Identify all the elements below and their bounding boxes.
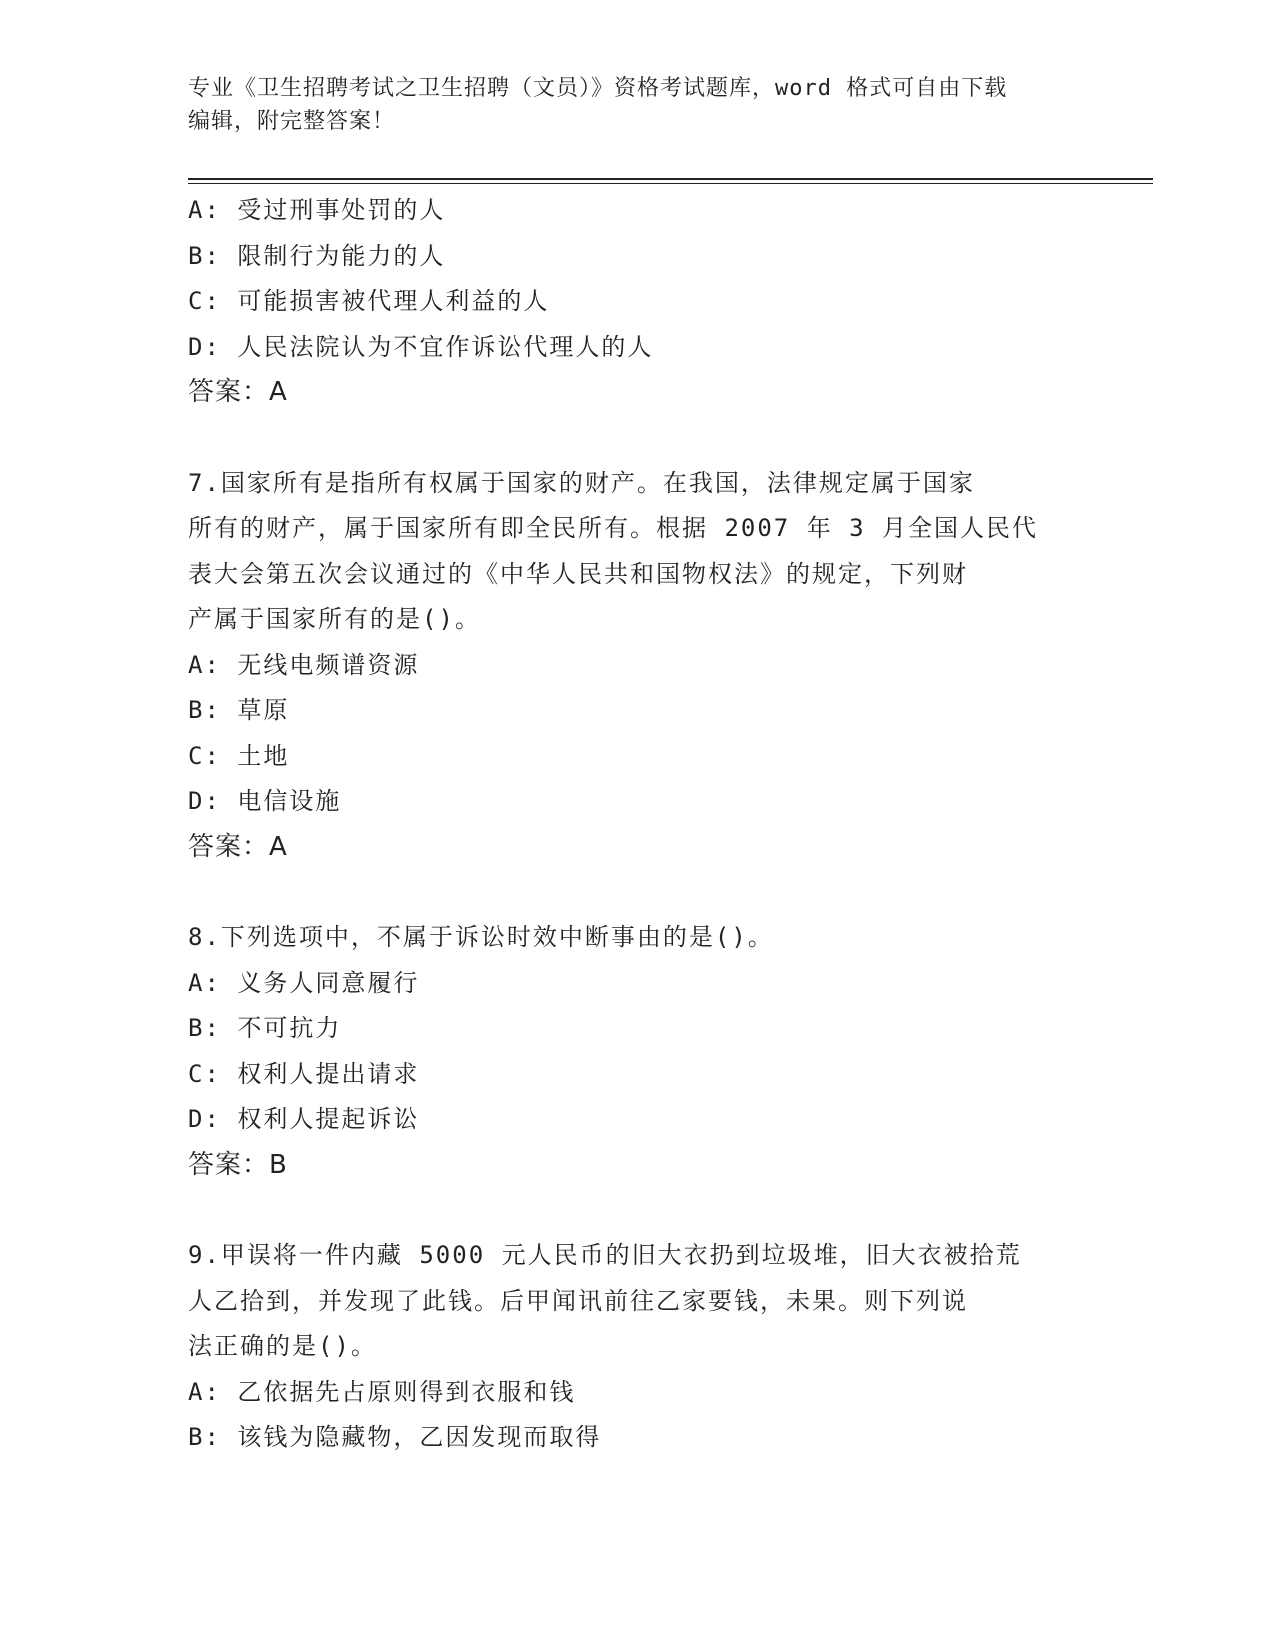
question-stem-line: 7.国家所有是指所有权属于国家的财产。在我国，法律规定属于国家 [188, 468, 975, 497]
question-9 [188, 1233, 1088, 1461]
option-d: D: 电信设施 [188, 787, 342, 815]
answer-line: 答案：A [188, 831, 288, 862]
option-c: C: 权利人提出请求 [188, 1059, 420, 1088]
option-a: A: 义务人同意履行 [188, 968, 420, 997]
option-c: C: 可能损害被代理人利益的人 [188, 287, 550, 315]
question-stem-line: 9.甲误将一件内藏 5000 元人民币的旧大衣扔到垃圾堆，旧大衣被拾荒 [188, 1241, 1022, 1269]
header-divider-thick [188, 178, 1153, 180]
question-list [188, 188, 1088, 1461]
document-header [188, 72, 1068, 138]
option-b: B: 草原 [188, 696, 290, 724]
option-b: B: 不可抗力 [188, 1014, 342, 1042]
question-8 [188, 915, 1088, 1188]
question-6-tail [188, 188, 1088, 416]
answer-line: 答案：B [188, 1149, 288, 1180]
question-stem-line: 8.下列选项中，不属于诉讼时效中断事由的是()。 [188, 923, 774, 951]
option-b: B: 该钱为隐藏物，乙因发现而取得 [188, 1423, 602, 1451]
question-stem-line: 产属于国家所有的是()。 [188, 605, 481, 633]
question-7 [188, 461, 1088, 871]
question-stem-line: 表大会第五次会议通过的《中华人民共和国物权法》的规定，下列财 [188, 559, 968, 588]
option-d: D: 权利人提起诉讼 [188, 1105, 420, 1133]
header-line-2: 编辑，附完整答案！ [188, 109, 396, 134]
option-b: B: 限制行为能力的人 [188, 241, 446, 270]
answer-line: 答案：A [188, 377, 288, 407]
question-stem-line: 所有的财产，属于国家所有即全民所有。根据 2007 年 3 月全国人民代 [188, 514, 1039, 542]
header-divider-thin [188, 183, 1153, 184]
question-stem-line: 人乙拾到，并发现了此钱。后甲闻讯前往乙家要钱，未果。则下列说 [188, 1286, 968, 1315]
option-a: A: 乙依据先占原则得到衣服和钱 [188, 1377, 576, 1406]
question-stem-line: 法正确的是()。 [188, 1332, 377, 1360]
header-line-1: 专业《卫生招聘考试之卫生招聘（文员）》资格考试题库，word 格式可自由下载 [188, 76, 1008, 101]
option-a: A: 受过刑事处罚的人 [188, 196, 446, 224]
option-a: A: 无线电频谱资源 [188, 650, 420, 679]
option-c: C: 土地 [188, 741, 290, 770]
option-d: D: 人民法院认为不宜作诉讼代理人的人 [188, 332, 654, 361]
